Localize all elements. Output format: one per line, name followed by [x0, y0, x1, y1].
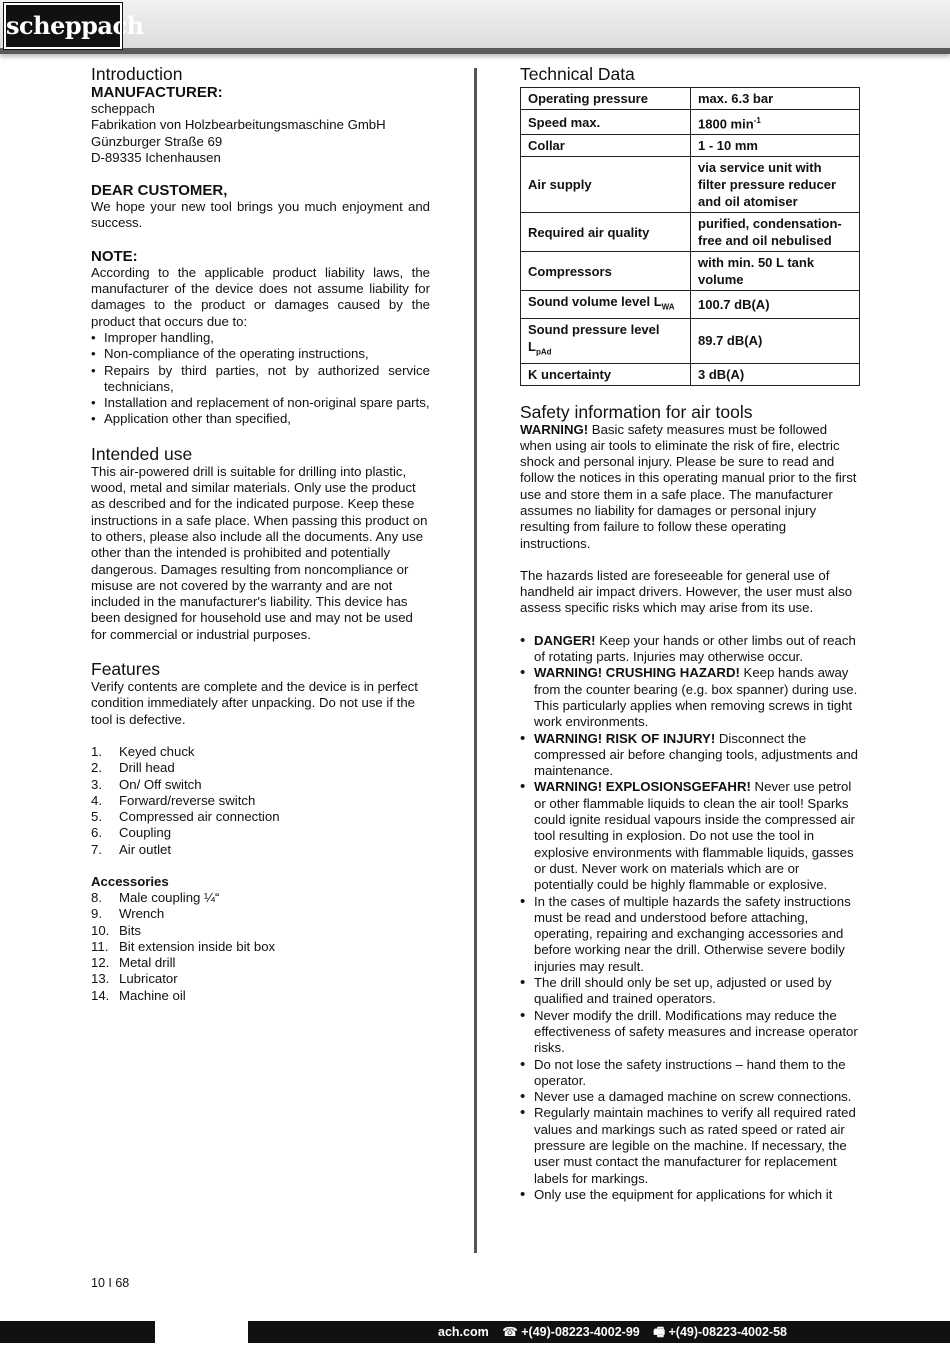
list-item: • Regularly maintain machines to verify all required rated values and markings such as rated speed or rated air pressure are legible on the machine. If necessary, the user must contact the manufacturer for replacement labels for markings.: [520, 1105, 860, 1186]
manufacturer-label: MANUFACTURER:: [91, 84, 223, 101]
list-item: 2. Drill head: [91, 760, 175, 776]
scheppach-logo: scheppach: [4, 3, 122, 49]
footer-bar: [0, 1321, 950, 1343]
table-cell: Compressors: [521, 252, 691, 291]
list-item: 6. Coupling: [91, 825, 172, 841]
intended-use-title: Intended use: [91, 443, 193, 464]
list-item: • Never modify the drill. Modifications may reduce the effectiveness of safety measures and increase operator risks.: [520, 1008, 860, 1057]
address-line: Günzburger Straße 69: [91, 133, 223, 149]
table-row: [521, 135, 860, 157]
list-item: • In the cases of multiple hazards the safety instructions must be read and understood before attaching, operating, repairing and exchanging accessories and before working near the drill. Otherwise severe bodily injuries may result.: [520, 894, 860, 975]
note-label: NOTE:: [91, 247, 138, 265]
list-item: 4. Forward/reverse switch: [91, 792, 256, 808]
list-item: 7. Air outlet: [91, 841, 172, 857]
list-item: • Application other than specified,: [91, 411, 430, 427]
table-cell: 1 - 10 mm: [691, 135, 860, 157]
list-item: 12. Metal drill: [91, 955, 176, 971]
table-cell: 89.7 dB(A): [691, 318, 860, 363]
customer-text: We hope your new tool brings you much enjoyment and success.: [91, 199, 430, 231]
features-text: Verify contents are complete and the device is in perfect condition immediately after unpacking. Do not use if the tool is defective.: [91, 679, 418, 727]
list-item: • Repairs by third parties, not by authorized service technicians,: [91, 363, 430, 396]
list-item: • WARNING! CRUSHING HAZARD! Keep hands away from the counter bearing (e.g. box spanner) during use. This particularly applies when removing screws in tight work environments.: [520, 665, 860, 730]
intro-title: Introduction: [91, 64, 183, 84]
list-item: 13. Lubricator: [91, 971, 178, 987]
footer-website: ach.com: [438, 1325, 489, 1339]
table-cell: Air supply: [521, 157, 691, 213]
table-cell: Sound volume level $L_{WA}$: [521, 291, 691, 319]
table-cell: max. 6.3 bar: [691, 88, 860, 110]
list-item: 3. On/ Off switch: [91, 776, 202, 792]
table-cell: Sound pressure level $L_{pAd}$: [521, 318, 691, 363]
features-list: [91, 744, 430, 858]
list-item: 10. Bits: [91, 922, 141, 938]
list-item: 1. Keyed chuck: [91, 743, 195, 759]
list-item: 11. Bit extension inside bit box: [91, 938, 276, 954]
list-item: 9. Wrench: [91, 906, 165, 922]
list-item: • WARNING! RISK OF INJURY! Disconnect the compressed air before changing tools, adjustments and maintenance.: [520, 731, 860, 780]
table-cell: Collar: [521, 135, 691, 157]
footer-phone: ☎ +(49)-08223-4002-99: [502, 1325, 640, 1339]
table-cell: 100.7 dB(A): [691, 291, 860, 319]
list-item: • Only use the equipment for applications for which it: [520, 1187, 860, 1203]
table-row: [521, 252, 860, 291]
table-row: [521, 88, 860, 110]
page-number: 10 I 68: [91, 1276, 130, 1290]
features-title: Features: [91, 659, 161, 680]
right-column: [520, 64, 860, 1203]
safety-warning: WARNING! Basic safety measures must be followed when using air tools to eliminate the risk of fire, electric shock and personal injury. Please be sure to read and follow the notices in this operating manual prior to the first use and store them in a safe place. The manufacturer assumes no liability for damages or personal injury resulting from failure to follow these operating instructions.: [520, 421, 857, 551]
list-item: • DANGER! Keep your hands or other limbs out of reach of rotating parts. Injuries may otherwise occur.: [520, 633, 860, 666]
safety-list: [520, 633, 860, 1203]
list-item: • Never use a damaged machine on screw connections.: [520, 1089, 860, 1105]
table-row: [521, 318, 860, 363]
table-row: [521, 291, 860, 319]
hazards-text: The hazards listed are foreseeable for general use of handheld air impact drivers. However, the user must also assess specific risks which may arise from its use.: [520, 567, 853, 616]
accessories-label: Accessories: [91, 873, 169, 889]
list-item: • Non-compliance of the operating instructions,: [91, 346, 430, 362]
table-cell: Required air quality: [521, 213, 691, 252]
table-cell: with min. 50 L tank volume: [691, 252, 860, 291]
table-cell: K uncertainty: [521, 363, 691, 385]
table-cell: 1800 $\min^{-1}$: [691, 110, 860, 135]
accessories-list: [91, 890, 430, 1004]
address-line: scheppach: [91, 101, 155, 116]
footer-fax: 🖷 +(49)-08223-4002-58: [653, 1325, 787, 1339]
customer-label: DEAR CUSTOMER,: [91, 182, 228, 200]
table-cell: 3 dB(A): [691, 363, 860, 385]
table-cell: Speed max.: [521, 110, 691, 135]
header-bar: [0, 0, 950, 54]
list-item: 14. Machine oil: [91, 987, 186, 1003]
list-item: 5. Compressed air connection: [91, 809, 280, 825]
table-row: [521, 213, 860, 252]
address-line: D-89335 Ichenhausen: [91, 149, 221, 165]
left-column: [91, 64, 430, 1004]
table-cell: via service unit with filter pressure reducer and oil atomiser: [691, 157, 860, 213]
list-item: • WARNING! EXPLOSIONSGEFAHR! Never use petrol or other flammable liquids to clean the air tool! Sparks could ignite residual vapours inside the compressed air tool resulting in explosion. Do not use the tool in explosive environments with flammable liquids, gasses or dust. Never work on materials which are or potentially could be highly flammable or explosive.: [520, 779, 860, 893]
list-item: 8. Male coupling ¼“: [91, 889, 220, 905]
technical-data-table: [520, 87, 860, 386]
table-row: [521, 363, 860, 385]
address-line: Fabrikation von Holzbearbeitungsmaschine GmbH: [91, 117, 386, 133]
table-cell: Operating pressure: [521, 88, 691, 110]
list-item: • The drill should only be set up, adjusted or used by qualified and trained operators.: [520, 975, 860, 1008]
list-item: • Installation and replacement of non-original spare parts,: [91, 395, 430, 411]
table-cell: purified, condensation-free and oil nebulised: [691, 213, 860, 252]
note-list: [91, 330, 430, 428]
list-item: • Do not lose the safety instructions – hand them to the operator.: [520, 1057, 860, 1090]
safety-title: Safety information for air tools: [520, 401, 753, 422]
table-row: [521, 157, 860, 213]
column-divider: [474, 68, 477, 1253]
technical-data-title: Technical Data: [520, 64, 635, 84]
list-item: • Improper handling,: [91, 330, 430, 346]
note-text: According to the applicable product liability laws, the manufacturer of the device does not assume liability for damages to the product or damages caused by the product that occurs due to:: [91, 264, 430, 329]
intended-use-text: This air-powered drill is suitable for drilling into plastic, wood, metal and similar materials. Only use the product as described and for the indicated purpose. Keep these instructions in a safe place. When passing this product on to others, please also include all the documents. Any use other than the intended is prohibited and potentially dangerous. Damages resulting from noncompliance or misuse are not covered by the warranty and are not included in the manufacturer's liability. This device has been designed for household use and may not be used for commercial or industrial purposes.: [91, 463, 428, 642]
table-row: [521, 110, 860, 135]
